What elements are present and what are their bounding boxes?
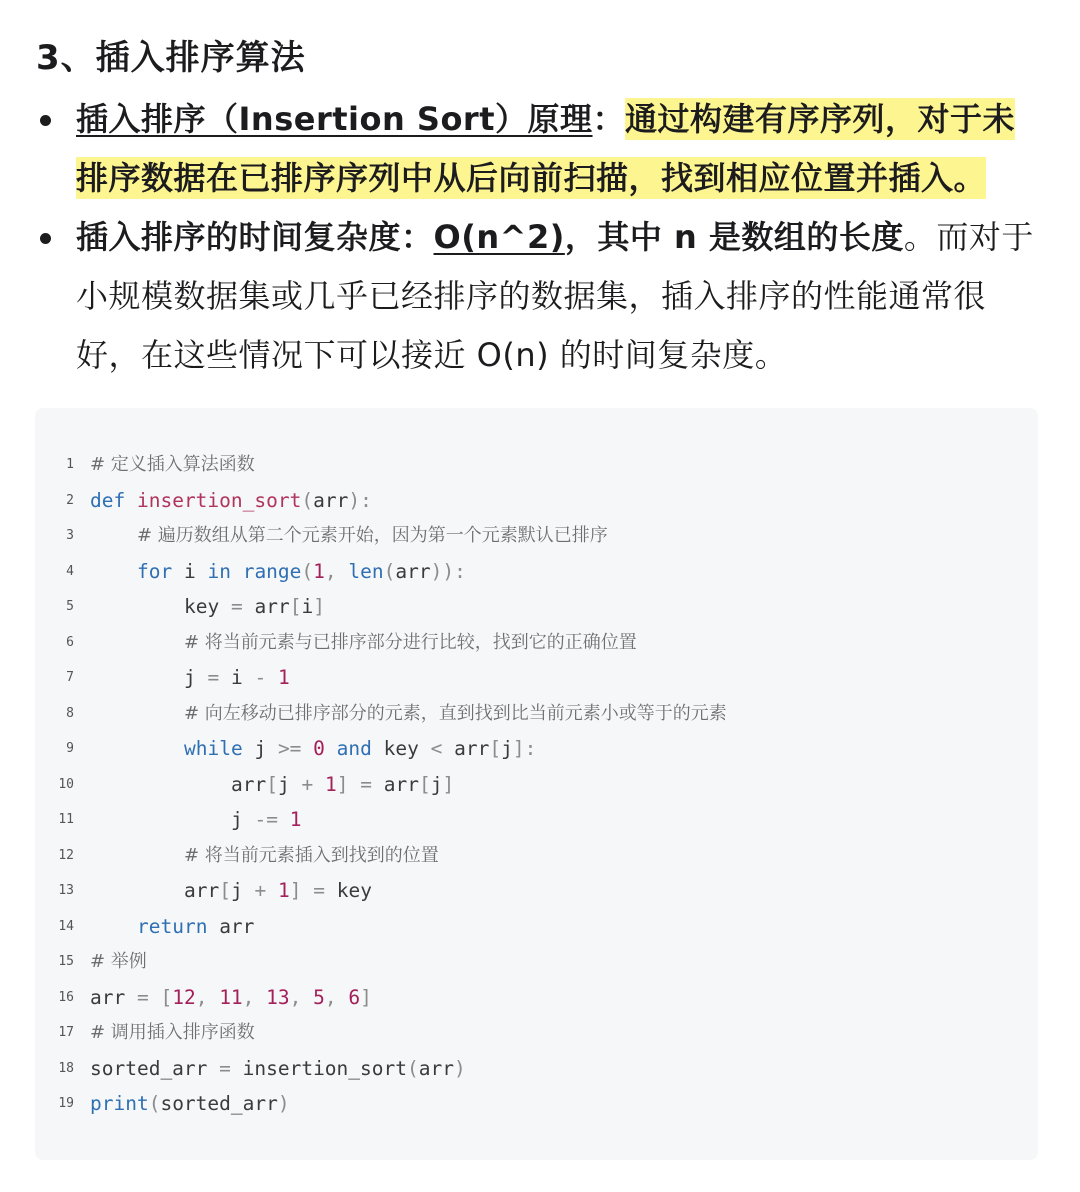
bullet-dot-icon	[40, 115, 51, 126]
code-token: arr	[207, 914, 255, 938]
line-number: 16	[58, 989, 74, 1005]
code-token: (	[301, 559, 314, 583]
code-token: 1	[324, 772, 337, 796]
code-token: ,	[195, 985, 220, 1009]
code-token: =	[219, 1056, 231, 1080]
section-heading: 3、插入排序算法	[36, 38, 306, 78]
code-token: [	[266, 772, 278, 796]
code-line	[0, 802, 1040, 838]
line-number: 9	[66, 741, 74, 756]
code-token: arr	[313, 488, 349, 512]
code-token: for	[137, 559, 173, 583]
line-number: 10	[58, 776, 74, 792]
code-text	[231, 802, 301, 838]
code-token: 1	[277, 666, 290, 689]
code-token: arr	[442, 737, 490, 760]
code-line	[0, 980, 1040, 1016]
code-line	[0, 554, 1040, 590]
code-comment: # 向左移动已排序部分的元素，直到找到比当前元素小或等于的元素	[184, 702, 727, 724]
code-token: ,	[289, 985, 314, 1009]
code-line	[0, 767, 1040, 803]
code-token: 11	[219, 985, 243, 1009]
code-token: j	[231, 808, 255, 831]
code-line	[0, 838, 1040, 874]
code-lines	[0, 447, 1040, 1122]
code-comment: # 将当前元素插入到找到的位置	[184, 844, 439, 866]
line-number: 8	[66, 705, 74, 721]
code-token: +	[254, 879, 267, 902]
complexity-after: ，其中 n 是数组的长度	[564, 218, 904, 256]
line-number: 7	[66, 670, 74, 685]
line-number: 11	[58, 812, 74, 827]
code-line	[0, 625, 1040, 661]
complexity-value: O(n^2)	[433, 218, 565, 256]
code-text	[90, 1051, 466, 1087]
code-token	[278, 808, 290, 831]
code-token	[231, 560, 243, 583]
principle-highlight: 通过构建有序序列，对于未排序数据在已排序序列中从后向前扫描，找到相应位置并插入。	[76, 100, 1016, 197]
code-token: sorted_arr	[160, 1092, 278, 1115]
code-text	[231, 767, 454, 803]
code-line	[0, 518, 1040, 554]
code-line	[0, 447, 1040, 483]
code-token	[325, 737, 337, 760]
code-token: in	[207, 559, 231, 583]
code-token	[149, 986, 161, 1009]
code-comment: # 调用插入排序函数	[90, 1022, 255, 1043]
code-token: and	[336, 737, 372, 760]
code-comment: # 遍历数组从第二个元素开始，因为第一个元素默认已排序	[137, 525, 608, 546]
code-token: (	[301, 488, 314, 512]
code-token: :	[454, 559, 466, 583]
code-token: len	[348, 559, 384, 583]
code-token: def	[90, 488, 126, 512]
code-token: ,	[242, 985, 267, 1009]
line-number: 3	[66, 528, 74, 543]
code-token: j	[230, 879, 255, 902]
line-number: 12	[58, 847, 74, 863]
principle-colon: ：	[592, 100, 626, 138]
code-token: insertion_sort	[136, 488, 302, 512]
code-token: arr	[184, 879, 220, 902]
code-token: j	[184, 666, 208, 689]
code-token	[266, 879, 278, 902]
code-token: 0	[313, 737, 325, 760]
code-text	[90, 1086, 290, 1122]
code-token: =	[207, 666, 220, 689]
code-token: print	[90, 1092, 149, 1115]
bullet-list	[40, 90, 1040, 385]
code-comment: # 举例	[90, 951, 147, 972]
code-line	[0, 1051, 1040, 1087]
code-token: j	[430, 772, 443, 796]
code-text	[184, 589, 325, 625]
complexity-rest: 。而对于小规模数据集或几乎已经排序的数据集，插入排序的性能通常很好，在这些情况下可以接近 O(n) 的时间复杂度。	[76, 218, 1034, 374]
code-line	[0, 1015, 1040, 1051]
line-number: 6	[66, 634, 74, 650]
code-token: range	[242, 559, 302, 583]
code-token: key	[184, 595, 231, 618]
line-number: 13	[58, 883, 74, 898]
code-line	[0, 944, 1040, 980]
code-token: >=	[277, 737, 302, 760]
bullet-complexity	[40, 208, 1040, 385]
bullet-principle	[40, 90, 1040, 208]
code-token: arr	[371, 772, 419, 796]
code-token: 12	[172, 985, 196, 1009]
code-line	[0, 1086, 1040, 1122]
code-token: 5	[313, 985, 325, 1009]
complexity-label: 插入排序的时间复杂度：	[76, 218, 434, 256]
code-token: (	[383, 559, 396, 583]
code-token: [	[160, 985, 173, 1009]
code-token: insertion_sort	[230, 1056, 407, 1080]
code-line	[0, 483, 1040, 519]
code-text	[90, 980, 372, 1016]
code-token: 1	[289, 808, 302, 831]
code-token: +	[301, 772, 314, 796]
code-token: j	[501, 737, 513, 760]
code-token: 6	[348, 985, 361, 1009]
code-token: ]	[360, 985, 372, 1009]
code-line	[0, 873, 1040, 909]
code-text	[184, 873, 372, 909]
code-token: while	[184, 737, 243, 760]
bullet-dot-icon	[40, 233, 51, 244]
code-text	[184, 660, 290, 696]
code-token: ]	[313, 595, 325, 618]
code-token: ]:	[512, 737, 537, 760]
code-token	[348, 773, 360, 796]
code-token: ))	[430, 559, 455, 583]
code-token: arr	[231, 772, 267, 796]
line-number: 18	[58, 1060, 74, 1076]
code-token: ,	[324, 985, 349, 1009]
code-token: 13	[266, 985, 290, 1009]
code-token: ]	[336, 772, 349, 796]
code-comment: # 定义插入算法函数	[90, 454, 255, 475]
line-number: 14	[58, 918, 74, 934]
code-token: arr	[418, 1056, 454, 1080]
code-token: -	[254, 666, 267, 689]
code-token	[313, 773, 325, 796]
code-token: i	[172, 559, 208, 583]
code-token: =	[230, 595, 243, 618]
code-line	[0, 696, 1040, 732]
code-comment: # 将当前元素与已排序部分进行比较，找到它的正确位置	[184, 631, 637, 653]
code-token: )	[453, 1056, 466, 1080]
code-token: key	[371, 737, 431, 760]
code-token: ):	[348, 488, 372, 512]
code-token	[266, 666, 278, 689]
code-token: key	[324, 879, 372, 902]
code-token: ]	[442, 772, 455, 796]
code-token: =	[313, 879, 325, 902]
code-token: =	[136, 985, 149, 1009]
code-token: arr	[90, 985, 137, 1009]
code-text	[90, 483, 372, 519]
line-number: 1	[66, 457, 74, 472]
code-line	[0, 660, 1040, 696]
code-token: (	[407, 1056, 419, 1080]
code-line	[0, 909, 1040, 945]
line-number: 15	[58, 954, 74, 969]
code-token: ]	[289, 879, 302, 902]
code-token	[125, 489, 137, 512]
code-token: [	[489, 737, 502, 760]
code-text	[184, 731, 536, 767]
code-text	[137, 909, 254, 945]
code-line	[0, 589, 1040, 625]
code-token: [	[219, 879, 231, 902]
line-number: 19	[58, 1096, 74, 1111]
line-number: 5	[66, 599, 74, 614]
code-token	[301, 737, 313, 760]
code-token: j	[242, 737, 278, 760]
line-number: 17	[58, 1025, 74, 1040]
code-token: j	[277, 772, 302, 796]
code-token: 1	[277, 879, 290, 902]
code-token: [	[418, 772, 431, 796]
code-token	[301, 879, 313, 902]
line-number: 4	[66, 563, 74, 579]
code-token: <	[430, 737, 443, 760]
code-token: i	[219, 666, 255, 689]
code-token: [	[289, 595, 302, 618]
code-line	[0, 731, 1040, 767]
code-token: )	[277, 1092, 290, 1115]
code-text	[137, 554, 466, 590]
code-token: sorted_arr	[90, 1056, 220, 1080]
line-number: 2	[66, 492, 74, 508]
code-token: -=	[254, 808, 278, 831]
code-token: return	[137, 914, 208, 938]
code-token: arr	[242, 595, 290, 618]
code-token: ,	[324, 559, 349, 583]
code-token: arr	[395, 559, 431, 583]
code-token: 1	[313, 559, 325, 583]
code-token: (	[148, 1092, 161, 1115]
code-token: i	[301, 595, 314, 618]
code-token: =	[360, 772, 372, 796]
principle-label: 插入排序（Insertion Sort）原理	[76, 100, 593, 138]
